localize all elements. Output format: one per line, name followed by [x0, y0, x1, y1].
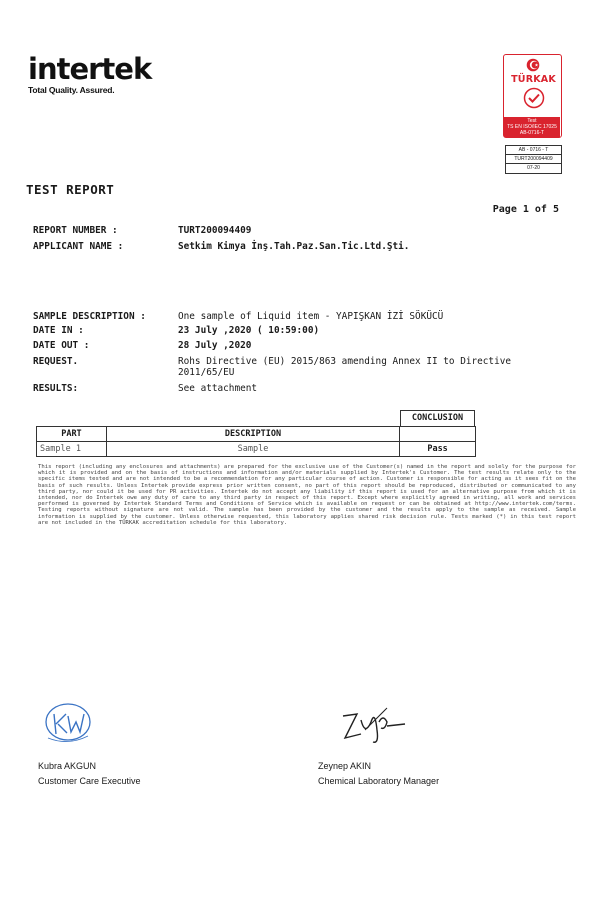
ab-line: TURT200094409 — [506, 155, 561, 164]
field-label: SAMPLE DESCRIPTION : — [33, 311, 146, 322]
description-header: DESCRIPTION — [106, 427, 399, 442]
crescent-star-icon — [526, 58, 540, 72]
field-value: TURT200094409 — [178, 225, 252, 236]
band-line: Test — [527, 118, 537, 124]
field-value: 28 July ,2020 — [178, 340, 252, 351]
turkak-name: TÜRKAK — [511, 74, 556, 85]
check-seal-icon — [523, 87, 545, 109]
field-value: Rohs Directive (EU) 2015/863 amending Annex II to Directive 2011/65/EU — [178, 356, 512, 378]
page-indicator: Page 1 of 5 — [492, 204, 559, 215]
description-cell: Sample — [106, 442, 399, 457]
field-label: RESULTS: — [33, 383, 79, 394]
field-value: One sample of Liquid item - YAPIŞKAN İZİ SÖKÜCÜ — [178, 311, 444, 322]
field-label: REQUEST. — [33, 356, 79, 367]
logo-wordmark: intertek — [28, 52, 152, 86]
results-table — [36, 426, 476, 457]
signatory-name: Kubra AKGUN — [38, 761, 97, 771]
table-row — [37, 442, 476, 457]
conclusion-header-cell — [400, 427, 476, 442]
field-label: REPORT NUMBER : — [33, 225, 118, 236]
signatory-name: Zeynep AKIN — [318, 761, 372, 771]
accreditation-band — [504, 117, 560, 137]
signatory-right — [318, 759, 439, 789]
legal-disclaimer: This report (including any enclosures and attachments) are prepared for the exclusive use of the Customer(s) named in the report and solely for the purpose for which it is provided and on the basis of instructions and information and/or materials supplied by Intertek's Customer. The test results relate only to the specific items tested and are not intended to be a recommendation for any particular course of action. Customer is responsible for acting as it sees fit on the basis of such results. Unless Intertek provide express prior written consent, no part of this report should be reproduced, distributed or communicated to any third party, nor could it be used for PR activities. Intertek do not accept any liability if this report is used for an alternative purpose from which it is intended, nor do Intertek owe any duty of care to any third party in respect of this report. Except where explicitly agreed in writing, all work and services performed is governed by Intertek Standard Terms and Conditions of Service which is available on request or can be obtained at http://www.intertek.com/terms. Testing reports without signature are not valid. The sample has been provided by the customer and the results apply to the sample as received. Sample information is supplied by the customer. Unless otherwise requested, this laboratory applies shared risk decision rule. Tests marked (*) in this test report are not included in the TÜRKAK accreditation schedule for this laboratory. — [38, 464, 576, 526]
field-value: See attachment — [178, 383, 258, 394]
signatory-left — [38, 759, 141, 789]
field-label: DATE OUT : — [33, 340, 90, 351]
field-value: 23 July ,2020 ( 10:59:00) — [178, 325, 320, 336]
conclusion-cell: Pass — [400, 442, 476, 457]
document-title: TEST REPORT — [26, 182, 115, 197]
signatory-title: Customer Care Executive — [38, 776, 141, 786]
logo-tagline: Total Quality. Assured. — [28, 85, 115, 95]
conclusion-header: CONCLUSION — [400, 410, 475, 427]
table-header-row — [37, 427, 476, 442]
ab-line: 07-20 — [527, 165, 540, 171]
band-line: AB-0716-T — [519, 130, 545, 137]
part-cell: Sample 1 — [37, 442, 107, 457]
field-label: APPLICANT NAME : — [33, 241, 124, 252]
field-value: Setkim Kimya İnş.Tah.Paz.San.Tic.Ltd.Şti. — [178, 241, 410, 252]
field-label: DATE IN : — [33, 325, 84, 336]
turkak-accreditation-mark — [503, 54, 562, 138]
ab-line: AB - 0716 - T — [506, 146, 561, 155]
signatory-title: Chemical Laboratory Manager — [318, 776, 440, 786]
band-line: TS EN ISO/IEC 17025 — [507, 124, 557, 131]
signature-zeynep-akin — [335, 700, 415, 750]
part-header: PART — [37, 427, 107, 442]
signature-kubra-akgun — [38, 700, 98, 750]
accreditation-number-box — [505, 145, 562, 174]
intertek-logo — [28, 54, 168, 95]
